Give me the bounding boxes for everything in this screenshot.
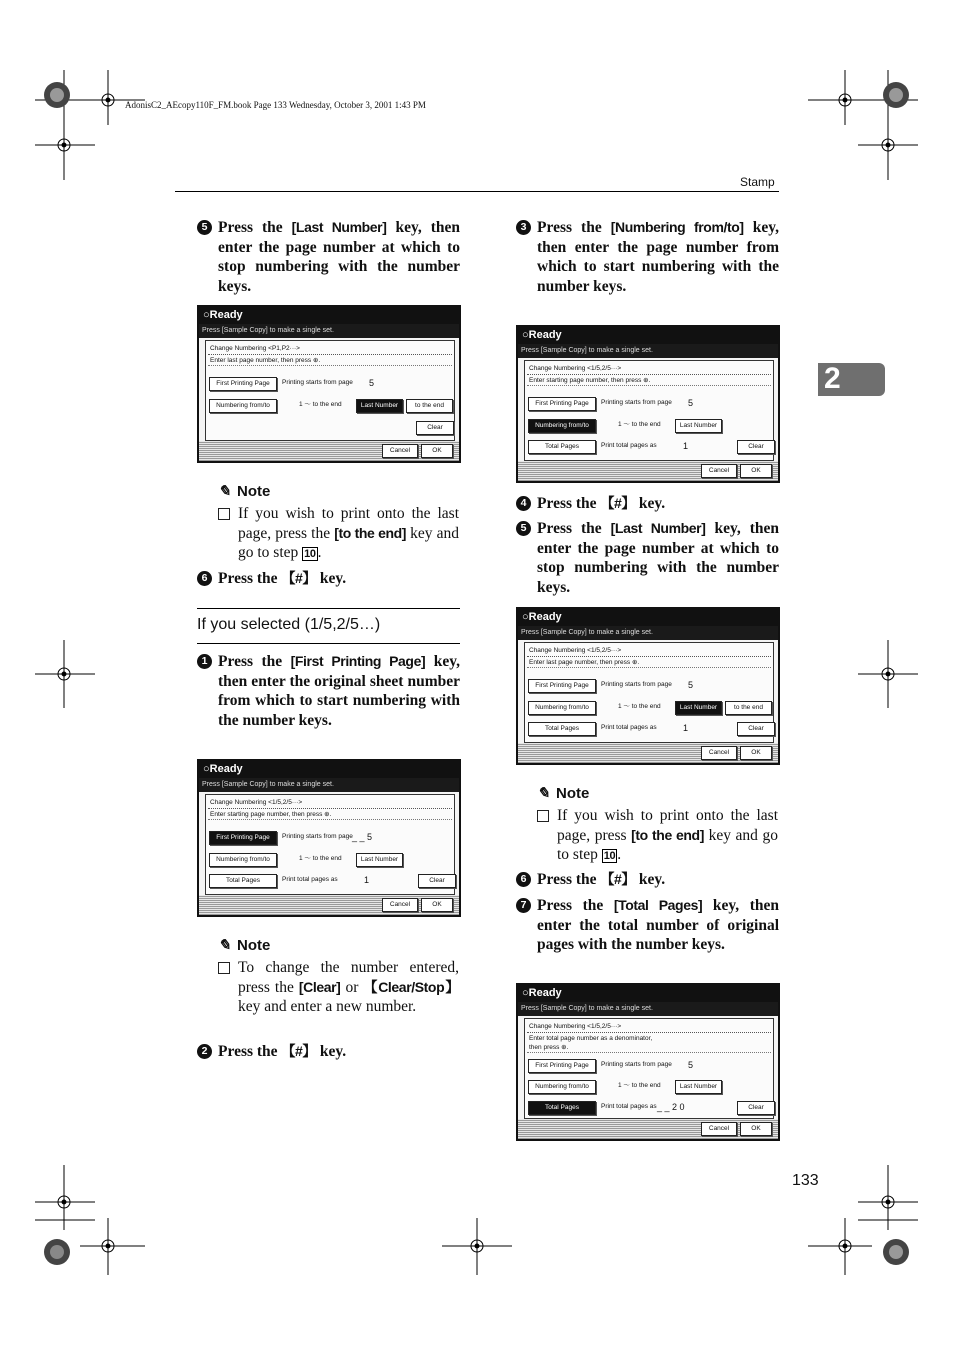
ok-button[interactable]: OK — [740, 1122, 772, 1136]
last-number-button[interactable]: Last Number — [675, 419, 722, 433]
total-pages-value: 1 — [683, 723, 689, 733]
cancel-button[interactable]: Cancel — [382, 444, 418, 458]
range-label: 1 ～ to the end — [618, 703, 661, 710]
ok-button[interactable]: OK — [740, 464, 772, 478]
printing-starts-label: Printing starts from page — [282, 833, 353, 840]
ready-status: ○Ready — [199, 761, 459, 778]
page-number: 133 — [792, 1172, 819, 1189]
dialog-header: Change Numbering <P1,P2···> — [208, 343, 452, 355]
left-note-2-heading: ✎ Note — [218, 937, 271, 954]
total-pages-button[interactable]: Total Pages — [528, 1101, 596, 1115]
header-title: Stamp — [740, 175, 775, 189]
dialog-header: Change Numbering <1/5,2/5···> — [527, 363, 771, 375]
checkbox-bullet-icon — [218, 508, 230, 520]
right-note-text: If you wish to print onto the last page, press [to the end] key and go to step 10 . — [557, 806, 778, 867]
ready-status: ○Ready — [518, 327, 778, 344]
checkbox-bullet-icon — [537, 810, 549, 822]
numbering-fromto-button[interactable]: Numbering from/to — [528, 701, 596, 715]
to-the-end-button[interactable]: to the end — [406, 399, 453, 413]
start-page-value: 5 — [369, 378, 375, 388]
dialog-message: Enter last page number, then press ⊕. — [527, 658, 771, 668]
total-pages-button[interactable]: Total Pages — [528, 440, 596, 454]
right-step-3: 3 Press the [Numbering from/to] key, then enter the page number from which to start numbering with the number keys. — [537, 218, 779, 296]
file-info: AdonisC2_AEcopy110F_FM.book Page 133 Wednesday, October 3, 2001 1:43 PM — [125, 100, 426, 110]
sample-copy-hint: Press [Sample Copy] to make a single set. — [518, 626, 778, 640]
cancel-button[interactable]: Cancel — [701, 746, 737, 760]
left-note-1-heading: ✎ Note — [218, 483, 271, 500]
first-printing-page-button[interactable]: First Printing Page — [209, 377, 277, 391]
pencil-icon: ✎ — [218, 937, 231, 954]
numbering-fromto-button[interactable]: Numbering from/to — [528, 419, 596, 433]
dialog-header: Change Numbering <1/5,2/5···> — [527, 1021, 771, 1033]
range-label: 1 ～ to the end — [299, 855, 342, 862]
dialog-header: Change Numbering <1/5,2/5···> — [527, 645, 771, 657]
to-the-end-button[interactable]: to the end — [725, 701, 772, 715]
ok-button[interactable]: OK — [421, 444, 453, 458]
pencil-icon: ✎ — [537, 785, 550, 802]
section-rule-bottom — [197, 643, 460, 644]
print-total-label: Print total pages as — [601, 1103, 657, 1110]
start-page-value: 5 — [688, 680, 694, 690]
ready-status: ○Ready — [518, 985, 778, 1002]
total-pages-value: _ _ 2 0 — [657, 1102, 685, 1112]
sample-copy-hint: Press [Sample Copy] to make a single set. — [199, 778, 459, 792]
checkbox-bullet-icon — [218, 962, 230, 974]
ok-button[interactable]: OK — [421, 898, 453, 912]
printing-starts-label: Printing starts from page — [601, 681, 672, 688]
clear-button[interactable]: Clear — [737, 1101, 775, 1115]
print-total-label: Print total pages as — [282, 876, 338, 883]
numbering-fromto-button[interactable]: Numbering from/to — [209, 853, 277, 867]
chapter-tab: 2 — [818, 363, 885, 396]
left-step-2: 2 Press the 【#】 key. — [218, 1042, 460, 1062]
right-step-6: 6 Press the 【#】 key. — [537, 870, 779, 890]
total-pages-button[interactable]: Total Pages — [209, 874, 277, 888]
print-total-label: Print total pages as — [601, 442, 657, 449]
left-step-5: 5 Press the [Last Number] key, then enter the page number at which to stop numbering with the number keys. — [218, 218, 460, 296]
dialog-message: Enter starting page number, then press ⊕. — [208, 810, 452, 820]
range-label: 1 ～ to the end — [618, 1082, 661, 1089]
left-note-2-text: To change the number entered, press the [Clear] or 【Clear/Stop】 key and enter a new number. — [238, 958, 459, 1017]
last-number-button[interactable]: Last Number — [675, 701, 722, 715]
dialog-message: Enter starting page number, then press ⊕. — [527, 376, 771, 386]
screen-2 — [197, 759, 461, 917]
last-number-button[interactable]: Last Number — [356, 853, 403, 867]
dialog-message-line-2: then press ⊕. — [527, 1043, 771, 1053]
section-title: If you selected (1/5,2/5…) — [197, 616, 381, 633]
printing-starts-label: Printing starts from page — [282, 379, 353, 386]
first-printing-page-button[interactable]: First Printing Page — [528, 679, 596, 693]
start-page-value: _ _ 5 — [352, 832, 373, 842]
dialog-header: Change Numbering <1/5,2/5···> — [208, 797, 452, 809]
section-rule-top — [197, 608, 460, 609]
right-note-heading: ✎ Note — [537, 785, 590, 802]
ok-button[interactable]: OK — [740, 746, 772, 760]
printing-starts-label: Printing starts from page — [601, 1061, 672, 1068]
dialog-message: Enter last page number, then press ⊕. — [208, 356, 452, 366]
clear-button[interactable]: Clear — [418, 874, 456, 888]
sample-copy-hint: Press [Sample Copy] to make a single set. — [518, 1002, 778, 1016]
right-step-5: 5 Press the [Last Number] key, then enter the page number at which to stop numbering with the number keys. — [537, 519, 779, 597]
sample-copy-hint: Press [Sample Copy] to make a single set. — [518, 344, 778, 358]
range-label: 1 ～ to the end — [299, 401, 342, 408]
clear-button[interactable]: Clear — [416, 421, 454, 435]
dialog-message: Enter total page number as a denominator, — [529, 1035, 653, 1042]
last-number-button[interactable]: Last Number — [675, 1080, 722, 1094]
total-pages-value: 1 — [364, 875, 370, 885]
left-step-1: 1 Press the [First Printing Page] key, then enter the original sheet number from which to start numbering with the number keys. — [218, 652, 460, 730]
numbering-fromto-button[interactable]: Numbering from/to — [528, 1080, 596, 1094]
screen-4 — [516, 607, 780, 765]
first-printing-page-button[interactable]: First Printing Page — [528, 1059, 596, 1073]
cancel-button[interactable]: Cancel — [701, 464, 737, 478]
numbering-fromto-button[interactable]: Numbering from/to — [209, 399, 277, 413]
range-label: 1 ～ to the end — [618, 421, 661, 428]
ready-status: ○Ready — [199, 307, 459, 324]
header-rule — [175, 191, 779, 192]
first-printing-page-button[interactable]: First Printing Page — [209, 831, 277, 845]
sample-copy-hint: Press [Sample Copy] to make a single set. — [199, 324, 459, 338]
left-note-1-text: If you wish to print onto the last page, press the [to the end] key and go to step 10 . — [238, 504, 459, 565]
right-step-4: 4 Press the 【#】 key. — [537, 494, 779, 514]
first-printing-page-button[interactable]: First Printing Page — [528, 397, 596, 411]
last-number-button[interactable]: Last Number — [356, 399, 403, 413]
right-step-7: 7 Press the [Total Pages] key, then enter the total number of original pages with the number keys. — [537, 896, 779, 955]
total-pages-value: 1 — [683, 441, 689, 451]
cancel-button[interactable]: Cancel — [382, 898, 418, 912]
ready-status: ○Ready — [518, 609, 778, 626]
screen-3 — [516, 325, 780, 483]
print-total-label: Print total pages as — [601, 724, 657, 731]
left-step-6: 6 Press the 【#】 key. — [218, 569, 460, 589]
total-pages-button[interactable]: Total Pages — [528, 722, 596, 736]
cancel-button[interactable]: Cancel — [701, 1122, 737, 1136]
clear-button[interactable]: Clear — [737, 440, 775, 454]
printing-starts-label: Printing starts from page — [601, 399, 672, 406]
start-page-value: 5 — [688, 398, 694, 408]
pencil-icon: ✎ — [218, 483, 231, 500]
screen-1 — [197, 305, 461, 463]
clear-button[interactable]: Clear — [737, 722, 775, 736]
start-page-value: 5 — [688, 1060, 694, 1070]
screen-5 — [516, 983, 780, 1141]
